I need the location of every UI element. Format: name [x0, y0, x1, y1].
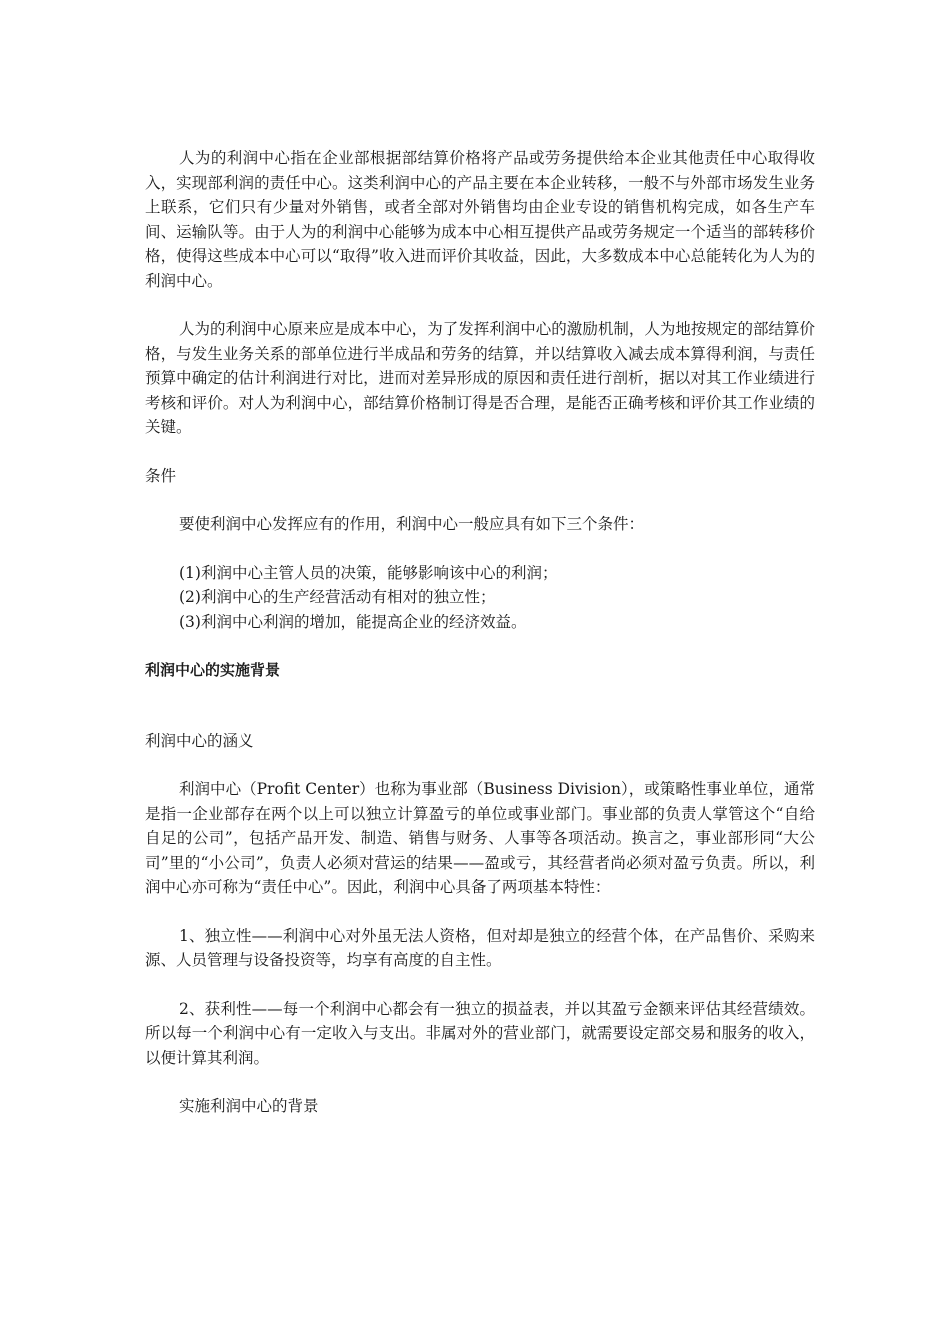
- document-page: [145, 146, 815, 1119]
- paragraph-independence: 1、独立性——利润中心对外虽无法人资格，但对却是独立的经营个体，在产品售价、采购来源、人员管理与设备投资等，均享有高度的自主性。: [145, 926, 815, 969]
- list-item: (1)利润中心主管人员的决策，能够影响该中心的利润；: [179, 563, 558, 582]
- paragraph-artificial-profit-center-2: 人为的利润中心原来应是成本中心，为了发挥利润中心的激励机制，人为地按规定的部结算价格，与发生业务关系的部单位进行半成品和劳务的结算，并以结算收入减去成本算得利润，与责任预算中确定的估计利润进行对比，进而对差异形成的原因和责任进行剖析，据以对其工作业绩进行考核和评价。对人为利润中心，部结算价格制订得是否合理，是能否正确考核和评价其工作业绩的关键。: [145, 320, 815, 436]
- conditions-label: 条件: [145, 466, 177, 485]
- paragraph-profitability: 2、获利性——每一个利润中心都会有一独立的损益表，并以其盈亏金额来评估其经营绩效。所以每一个利润中心有一定收入与支出。非属对外的营业部门，就需要设定部交易和服务的收入，以便计算其利润。: [145, 999, 815, 1067]
- list-item: (3)利润中心利润的增加，能提高企业的经济效益。: [179, 612, 527, 631]
- meaning-label: 利润中心的涵义: [145, 731, 254, 750]
- list-item: (2)利润中心的生产经营活动有相对的独立性；: [179, 588, 496, 606]
- paragraph-meaning: 利润中心（Profit Center）也称为事业部（Business Division），或策略性事业单位，通常是指一企业部存在两个以上可以独立计算盈亏的单位或事业部门。事业部的负责人掌管这个“自给自足的公司”，包括产品开发、制造、销售与财务、人事等各项活动。换言之，事业部形同“大公司”里的“小公司”，负责人必须对营运的结果——盈或亏，其经营者尚必须对盈亏负责。所以，利润中心亦可称为“责任中心”。因此，利润中心具备了两项基本特性：: [145, 780, 815, 896]
- conditions-list: [145, 561, 815, 635]
- paragraph-conditions-intro: 要使利润中心发挥应有的作用，利润中心一般应具有如下三个条件：: [179, 515, 645, 533]
- section-heading: 利润中心的实施背景: [145, 661, 281, 679]
- paragraph-background-label: 实施利润中心的背景: [179, 1097, 319, 1115]
- paragraph-artificial-profit-center: 人为的利润中心指在企业部根据部结算价格将产品或劳务提供给本企业其他责任中心取得收入，实现部利润的责任中心。这类利润中心的产品主要在本企业转移，一般不与外部市场发生业务上联系，它们只有少量对外销售，或者全部对外销售均由企业专设的销售机构完成，如各生产车间、运输队等。由于人为的利润中心能够为成本中心相互提供产品或劳务规定一个适当的部转移价格，使得这些成本中心可以“取得”收入进而评价其收益，因此，大多数成本中心总能转化为人为的利润中心。: [145, 149, 815, 290]
